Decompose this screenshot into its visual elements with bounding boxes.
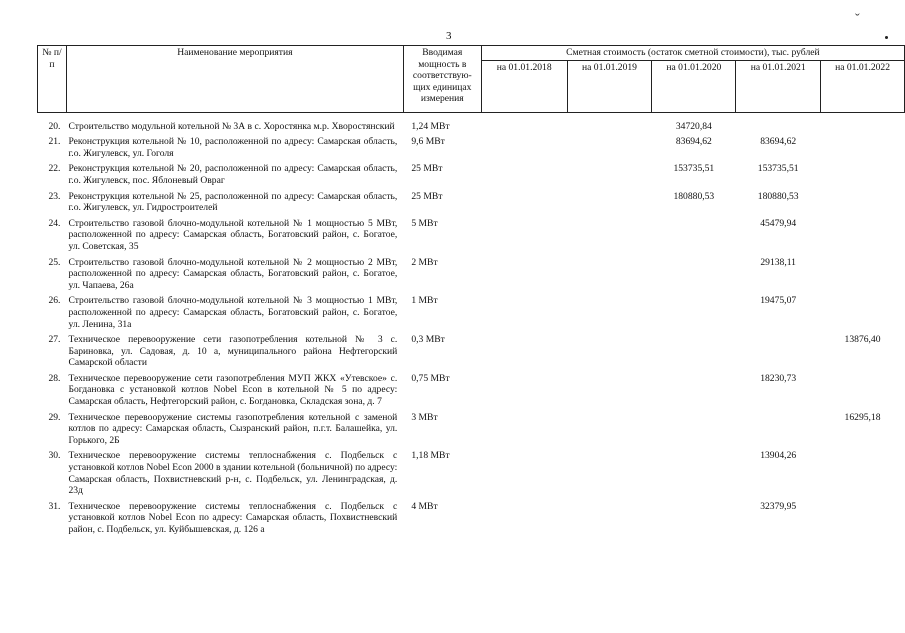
header-year-2018: на 01.01.2018 — [481, 60, 567, 112]
cost-2020 — [652, 369, 736, 408]
cost-2021: 83694,62 — [760, 136, 797, 148]
event-name: Реконструкция котельной № 25, расположенной по адресу: Самарская область, г.о. Жигулевск, ул. Гидростроителей — [68, 190, 398, 214]
cost-2020: 83694,62 — [675, 136, 712, 148]
cost-2021: 45479,94 — [760, 217, 797, 229]
cost-2022 — [821, 214, 905, 253]
table-row — [38, 159, 905, 186]
cost-2021: 153735,51 — [757, 163, 799, 175]
cost-2022 — [821, 446, 905, 496]
cost-2020 — [652, 214, 736, 253]
cost-2020: 180880,53 — [673, 190, 715, 202]
cost-2018 — [481, 446, 567, 496]
row-number: 25. — [48, 256, 61, 268]
power-value: 1,24 МВт — [411, 120, 450, 132]
cost-2021: 18230,73 — [760, 372, 797, 384]
cost-2018 — [481, 112, 567, 132]
power-value: 25 МВт — [411, 163, 443, 175]
header-year-2020: на 01.01.2020 — [652, 60, 736, 112]
table-row — [38, 187, 905, 214]
scan-mark: ˇ — [855, 12, 860, 27]
cost-2018 — [481, 330, 567, 369]
cost-2022 — [821, 369, 905, 408]
cost-2019 — [567, 159, 652, 186]
cost-2019 — [567, 291, 652, 330]
cost-2021: 13904,26 — [760, 450, 797, 462]
event-name: Реконструкция котельной № 20, расположенной по адресу: Самарская область, г.о. Жигулевск, пос. Яблоневый Овраг — [68, 163, 398, 186]
row-number: 20. — [48, 120, 61, 132]
power-value: 0,3 МВт — [411, 334, 445, 346]
table-row — [38, 446, 905, 496]
table-row — [38, 330, 905, 369]
header-power: Вводимая мощность в соответствую-щих единицах измерения — [403, 46, 481, 113]
header-year-2022: на 01.01.2022 — [821, 60, 905, 112]
power-value: 1,18 МВт — [411, 450, 450, 462]
event-name: Строительство модульной котельной № 3А в с. Хоростянка м.р. Хворостянский — [68, 120, 395, 132]
table-row — [38, 497, 905, 536]
cost-2019 — [567, 497, 652, 536]
cost-2022 — [821, 159, 905, 186]
cost-2020 — [652, 408, 736, 447]
cost-2019 — [567, 446, 652, 496]
cost-2019 — [567, 132, 652, 159]
cost-2020 — [652, 330, 736, 369]
cost-2018 — [481, 408, 567, 447]
row-number: 31. — [48, 500, 61, 512]
table-row — [38, 369, 905, 408]
cost-2018 — [481, 291, 567, 330]
cost-2021: 180880,53 — [757, 190, 799, 202]
cost-2020 — [652, 291, 736, 330]
cost-2019 — [567, 408, 652, 447]
cost-2018 — [481, 132, 567, 159]
cost-2020 — [652, 497, 736, 536]
cost-2019 — [567, 214, 652, 253]
cost-2021: 19475,07 — [760, 295, 797, 307]
power-value: 3 МВт — [411, 411, 438, 423]
power-value: 2 МВт — [411, 256, 438, 268]
power-value: 5 МВт — [411, 217, 438, 229]
cost-2021: 29138,11 — [760, 256, 796, 268]
power-value: 9,6 МВт — [411, 136, 445, 148]
table-row — [38, 253, 905, 292]
cost-2018 — [481, 253, 567, 292]
event-name: Техническое перевооружение системы теплоснабжения с. Подбельск с установкой котлов Nobel Econ 2000 в здании котельной (больничной) по адресу: Самарская область, Похвистневский р-н, с. Подбельск, ул. Ленинградская, д. 23д — [68, 450, 398, 497]
row-number: 27. — [48, 334, 61, 346]
header-name: Наименование мероприятия — [66, 46, 403, 113]
table-row — [38, 112, 905, 132]
cost-2020 — [652, 446, 736, 496]
row-number: 29. — [48, 411, 61, 423]
event-name: Техническое перевооружение сети газопотребления МУП ЖКХ «Утевское» с. Богдановка с установкой котлов Nobel Econ в котельной № 5 по адресу: Самарская область, Нефтегорский район, с. Богдановка, Складская зона, д. 7 — [68, 372, 398, 408]
power-value: 1 МВт — [411, 295, 438, 307]
header-year-2019: на 01.01.2019 — [567, 60, 652, 112]
header-cost: Сметная стоимость (остаток сметной стоимости), тыс. рублей — [481, 46, 904, 61]
cost-2022 — [821, 291, 905, 330]
cost-2022 — [821, 112, 905, 132]
cost-2018 — [481, 497, 567, 536]
cost-2020 — [652, 253, 736, 292]
power-value: 4 МВт — [411, 500, 438, 512]
row-number: 21. — [48, 136, 61, 148]
scan-dot — [885, 36, 888, 39]
cost-table — [37, 45, 905, 536]
table-row — [38, 408, 905, 447]
cost-2022: 13876,40 — [844, 334, 881, 346]
table-row — [38, 214, 905, 253]
cost-2020: 34720,84 — [675, 120, 712, 132]
cost-2022 — [821, 132, 905, 159]
row-number: 28. — [48, 372, 61, 384]
event-name: Техническое перевооружение системы теплоснабжения с. Подбельск с установкой котлов Nobel Econ по адресу: Самарская область, Похвистневский район, с. Подбельск, ул. Куйбышевская, д. 126 а — [68, 500, 398, 535]
cost-2018 — [481, 214, 567, 253]
cost-2018 — [481, 159, 567, 186]
cost-2019 — [567, 253, 652, 292]
cost-2022 — [821, 187, 905, 214]
cost-2019 — [567, 330, 652, 369]
row-number: 26. — [48, 295, 61, 307]
event-name: Строительство газовой блочно-модульной котельной № 1 мощностью 5 МВт, расположенной по адресу: Самарская область, Богатовский район, с. Богатое, ул. Советская, 35 — [68, 217, 398, 252]
page-number: 3 — [446, 30, 452, 42]
cost-2019 — [567, 112, 652, 132]
cost-2019 — [567, 369, 652, 408]
event-name: Техническое перевооружение системы газопотребления котельной с заменой котлов по адресу: Самарская область, Сызранский район, п.г.т. Балашейка, ул. Горького, 2Б — [68, 411, 398, 446]
event-name: Реконструкция котельной № 10, расположенной по адресу: Самарская область, г.о. Жигулевск, ул. Гоголя — [68, 136, 398, 159]
row-number: 24. — [48, 217, 61, 229]
cost-2021 — [736, 330, 821, 369]
event-name: Строительство газовой блочно-модульной котельной № 2 мощностью 2 МВт, расположенной по адресу: Самарская область, Богатовский район, с. Богатое, ул. Чапаева, 26а — [68, 256, 398, 291]
row-number: 30. — [48, 450, 61, 462]
event-name: Строительство газовой блочно-модульной котельной № 3 мощностью 1 МВт, расположенной по адресу: Самарская область, Богатовский район, с. Богатое, ул. Ленина, 31а — [68, 295, 398, 330]
table-row — [38, 132, 905, 159]
power-value: 0,75 МВт — [411, 372, 450, 384]
cost-2021 — [736, 112, 821, 132]
cost-2021: 32379,95 — [760, 500, 797, 512]
cost-2018 — [481, 187, 567, 214]
event-name: Техническое перевооружение сети газопотребления котельной № 3 с. Бариновка, ул. Садовая, д. 10 а, муниципального района Нефтегорский Самарской области — [68, 334, 398, 369]
header-num: № п/п — [38, 46, 67, 113]
cost-2022 — [821, 497, 905, 536]
cost-2022 — [821, 253, 905, 292]
cost-2019 — [567, 187, 652, 214]
cost-2018 — [481, 369, 567, 408]
power-value: 25 МВт — [411, 190, 443, 202]
cost-2021 — [736, 408, 821, 447]
row-number: 23. — [48, 190, 61, 202]
table-row — [38, 291, 905, 330]
header-year-2021: на 01.01.2021 — [736, 60, 821, 112]
cost-2022: 16295,18 — [844, 411, 881, 423]
cost-2020: 153735,51 — [673, 163, 715, 175]
row-number: 22. — [48, 163, 61, 175]
